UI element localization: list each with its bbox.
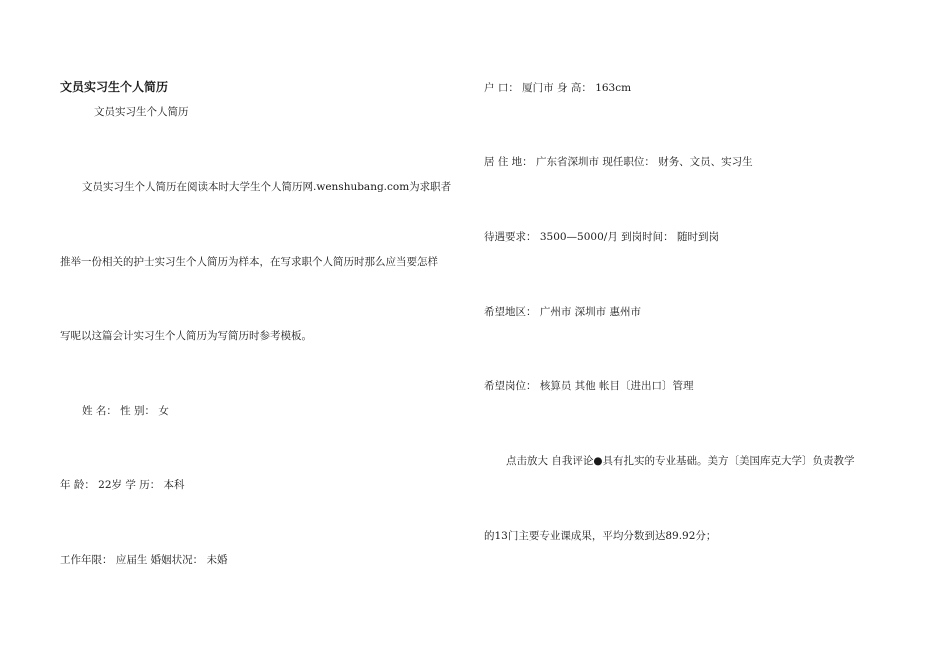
field-experience-marital: 工作年限： 应届生 婚姻状况： 未婚 (60, 554, 228, 566)
document-title: 文员实习生个人简历 (60, 80, 169, 94)
intro-line-2: 推举一份相关的护士实习生个人简历为样本，在写求职个人简历时那么应当要怎样 (60, 256, 438, 268)
evaluation-line-1: 点击放大 自我评论●具有扎实的专业基础。美方〔美国库克大学〕负责教学 (506, 455, 855, 467)
field-salary-availability: 待遇要求： 3500—5000/月 到岗时间： 随时到岗 (484, 231, 719, 243)
field-preferred-region: 希望地区： 广州市 深圳市 惠州市 (484, 306, 642, 318)
intro-line-3: 写呢以这篇会计实习生个人简历为写简历时参考模板。 (60, 330, 312, 342)
intro-line-1: 文员实习生个人简历在阅读本时大学生个人简历网.wenshubang.com为求职者 (82, 181, 452, 193)
document-subtitle: 文员实习生个人简历 (94, 106, 189, 118)
field-name-gender: 姓 名： 性 别： 女 (82, 405, 169, 417)
field-age-education: 年 龄： 22岁 学 历： 本科 (60, 479, 185, 491)
evaluation-line-2: 的13门主要专业课成果，平均分数到达89.92分； (484, 530, 717, 542)
field-hukou-height: 户 口： 厦门市 身 高： 163cm (484, 82, 632, 94)
field-residence-position: 居 住 地： 广东省深圳市 现任职位： 财务、文员、实习生 (484, 156, 753, 168)
field-preferred-job: 希望岗位： 核算员 其他 帐目〔进出口〕管理 (484, 380, 694, 392)
